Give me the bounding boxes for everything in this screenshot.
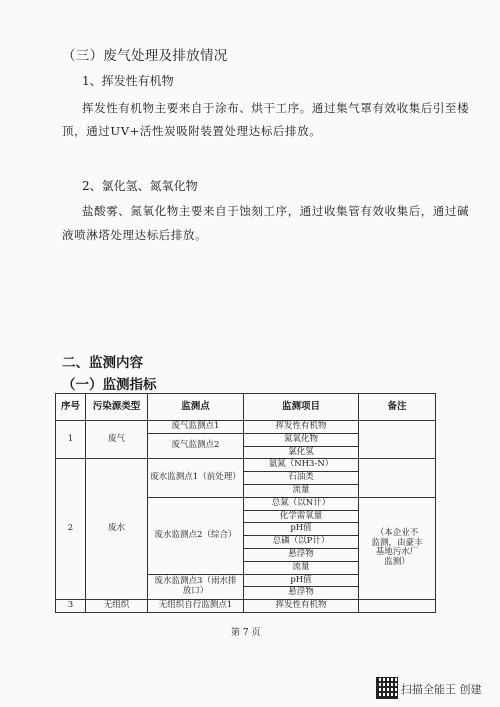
cell-item: 总磷（以P计） — [244, 536, 359, 549]
item2-title: 2、氯化氢、氮氧化物 — [82, 179, 198, 193]
item1-title: 1、挥发性有机物 — [82, 74, 174, 88]
qr-code-icon — [376, 677, 398, 699]
cell-item: 总氮（以N计） — [244, 497, 359, 510]
cell-item: 氯化氢 — [244, 446, 359, 459]
note-line: 监测） — [384, 557, 410, 568]
cell-item: 化学需氧量 — [244, 510, 359, 523]
table-row — [56, 421, 436, 434]
cell-point: 废水监测点1（前处理） — [148, 459, 244, 497]
table-header-row — [56, 394, 436, 421]
cell-item: 氮氧化物 — [244, 433, 359, 446]
cell-note — [359, 497, 436, 599]
page-number: 第 7 页 — [231, 628, 261, 638]
cell-item: 挥发性有机物 — [244, 421, 359, 434]
table-row — [56, 459, 436, 472]
monitoring-heading: 二、监测内容 — [62, 355, 143, 371]
note-line: 监测，由豪丰 — [371, 537, 423, 548]
table-row — [56, 600, 436, 613]
item2-paragraph-line2: 液喷淋塔处理达标后排放。 — [62, 228, 208, 242]
cell-item: pH值 — [244, 574, 359, 587]
header-point: 监测点 — [148, 394, 244, 421]
cell-item: 悬浮物 — [244, 587, 359, 600]
header-note: 备注 — [359, 394, 436, 421]
point3-line2: 放口） — [182, 585, 209, 596]
cell-point: 废水监测点2（综合） — [148, 497, 244, 574]
item1-paragraph-line1: 挥发性有机物主要来自于涂布、烘干工序。通过集气罩有效收集后引至楼 — [82, 101, 470, 115]
cell-item: 氨氮（NH3-N） — [244, 459, 359, 472]
cell-item: 悬浮物 — [244, 548, 359, 561]
cell-no: 2 — [56, 459, 86, 600]
cell-item: 挥发性有机物 — [244, 600, 359, 613]
cell-point: 无组织自行监测点1 — [148, 600, 244, 613]
cell-no: 1 — [56, 421, 86, 459]
point3-line1: 废水监测点3（雨水排 — [154, 576, 237, 587]
note-line: 基地污水厂 — [375, 547, 419, 558]
cell-item: pH值 — [244, 523, 359, 536]
section-heading-exhaust: （三）废气处理及排放情况 — [62, 48, 228, 64]
header-type: 污染源类型 — [86, 394, 148, 421]
cell-note-empty — [359, 421, 436, 459]
cell-type: 废水 — [86, 459, 148, 600]
cell-item: 石油类 — [244, 472, 359, 485]
cell-item: 流量 — [244, 484, 359, 497]
cell-item: 流量 — [244, 561, 359, 574]
item2-paragraph-line1: 盐酸雾、氮氧化物主要来自于蚀刻工序，通过收集管有效收集后，通过碱 — [82, 204, 470, 218]
cell-type: 废气 — [86, 421, 148, 459]
note-line: （本企业不 — [375, 527, 419, 538]
cell-point: 废气监测点2 — [148, 433, 244, 459]
cell-note-empty — [359, 459, 436, 497]
header-item: 监测项目 — [244, 394, 359, 421]
cell-point — [148, 574, 244, 600]
cell-note-empty — [359, 600, 436, 613]
header-no: 序号 — [56, 394, 86, 421]
monitoring-table — [55, 393, 436, 613]
item1-paragraph-line2: 顶，通过UV+活性炭吸附装置处理达标后排放。 — [62, 124, 322, 138]
cell-type: 无组织 — [86, 600, 148, 613]
scanner-watermark: 扫描全能王 创建 — [401, 683, 482, 696]
monitoring-subheading: （一）监测指标 — [62, 377, 157, 393]
cell-no: 3 — [56, 600, 86, 613]
cell-point: 废气监测点1 — [148, 421, 244, 434]
